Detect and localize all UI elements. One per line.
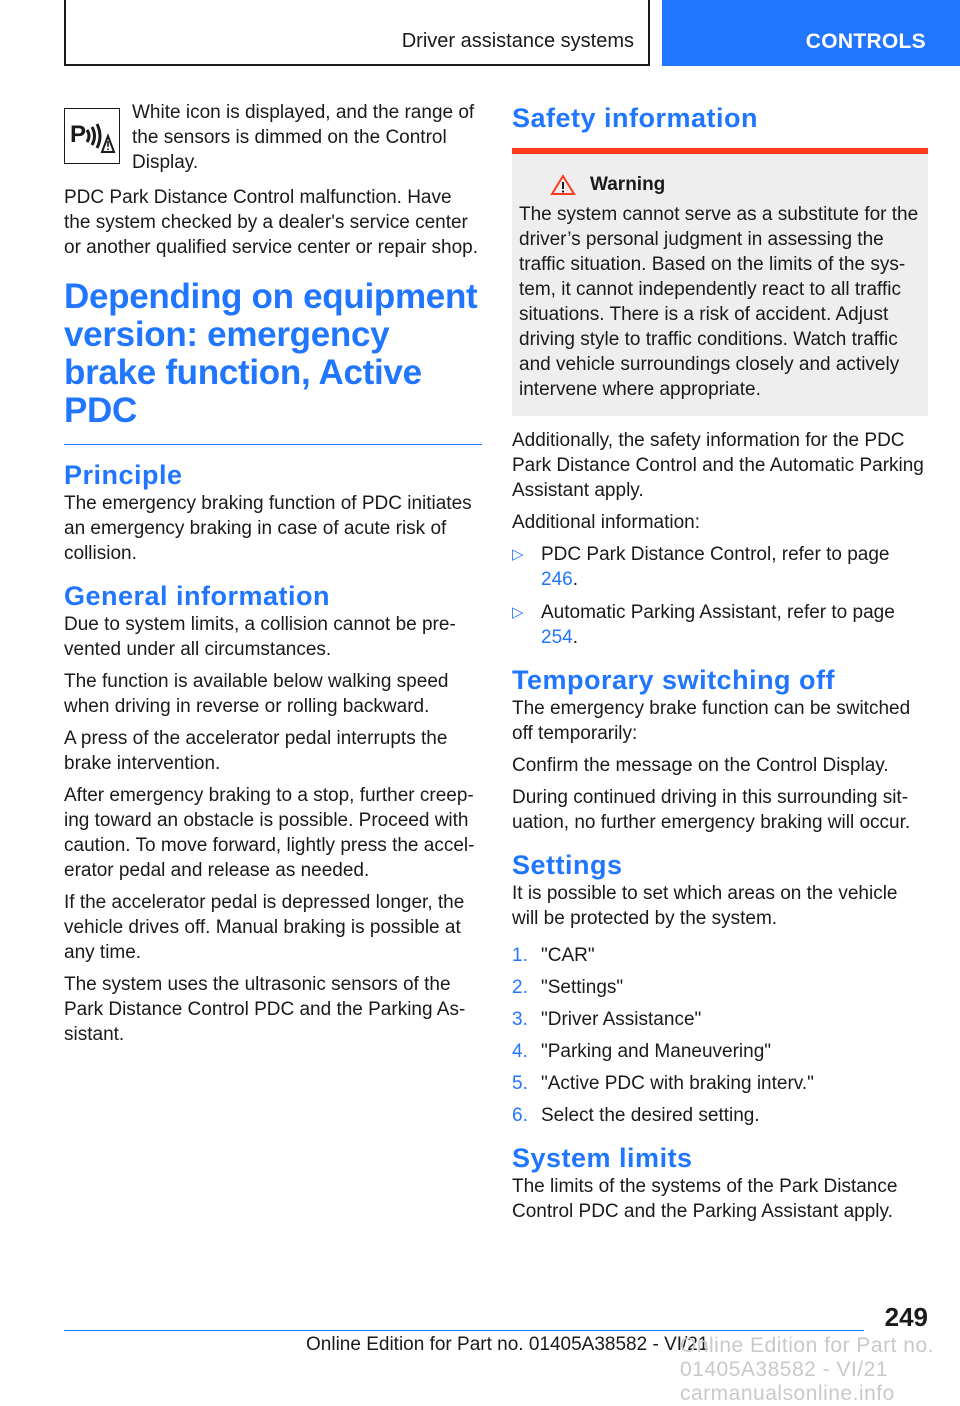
temporary-heading: Temporary switching off [512, 665, 836, 695]
footer-edition: Online Edition for Part no. 01405A38582 - VI/21 [306, 1334, 709, 1355]
bullet-triangle-icon: ▷ [512, 546, 524, 563]
list-item: 1. "CAR" [512, 945, 595, 966]
pdc-sensor-icon [64, 108, 120, 164]
page-link-254[interactable]: 254 [541, 627, 573, 648]
warning-triangle-icon [550, 174, 576, 196]
safety-heading: Safety information [512, 103, 759, 133]
warning-title: Warning [590, 174, 666, 195]
watermark: Online Edition for Part no. 01405A38582 - VI/21 carmanualsonline.info [680, 1334, 934, 1405]
warning-box [512, 148, 928, 416]
right-column [512, 100, 928, 1231]
icon-row [64, 100, 482, 175]
general-paragraph: A press of the accelerator pedal interrupts the brake intervention. [64, 728, 448, 774]
temporary-paragraph: The emergency brake function can be switched off temporarily: [512, 698, 911, 744]
general-paragraph: The function is available below walking speed when driving in reverse or rolling backward. [64, 671, 449, 717]
additional-info-label: Additional information: [512, 512, 700, 533]
header-chapter-title: CONTROLS [805, 30, 926, 53]
warning-title-row [519, 174, 922, 196]
list-item: ▷ Automatic Parking Assistant, refer to page 254. [512, 602, 895, 648]
general-paragraph: If the accelerator pedal is depressed longer, the vehicle drives off. Manual braking is possible at any time. [64, 892, 465, 963]
principle-text: The emergency braking function of PDC initiates an emergency braking in case of acute risk of collision. [64, 493, 472, 564]
general-heading: General information [64, 581, 331, 611]
reference-list [512, 542, 928, 650]
limits-text: The limits of the systems of the Park Distance Control PDC and the Parking Assistant apply. [512, 1176, 898, 1222]
left-column [64, 100, 482, 1054]
main-heading: Depending on equipment version: emergency brake function, Active PDC [64, 278, 482, 445]
header-section-title: Driver assistance systems [401, 30, 634, 52]
list-item: 5. "Active PDC with braking interv." [512, 1073, 814, 1094]
list-item: 4. "Parking and Maneuvering" [512, 1041, 772, 1062]
temporary-paragraph: During continued driving in this surrounding sit-uation, no further emergency braking will occur. [512, 787, 911, 833]
additional-safety-text: Additionally, the safety information for the PDC Park Distance Control and the Automatic Parking Assistant apply. [512, 430, 924, 501]
bullet-triangle-icon: ▷ [512, 604, 524, 621]
list-item: 6. Select the desired setting. [512, 1105, 760, 1126]
temporary-paragraph: Confirm the message on the Control Display. [512, 755, 889, 776]
header-section-box [64, 0, 650, 66]
settings-steps [512, 943, 928, 1128]
footer-divider [64, 1330, 864, 1331]
principle-heading: Principle [64, 460, 183, 490]
page-number: 249 [884, 1302, 928, 1332]
icon-description: White icon is displayed, and the range of the sensors is dimmed on the Control Display. [132, 102, 475, 173]
general-paragraph: Due to system limits, a collision cannot be pre-vented under all circumstances. [64, 614, 456, 660]
list-item: 2. "Settings" [512, 977, 624, 998]
svg-text:P: P [70, 121, 87, 148]
page-link-246[interactable]: 246 [541, 569, 573, 590]
header-chapter-tab [662, 0, 960, 66]
list-item: 3. "Driver Assistance" [512, 1009, 702, 1030]
general-paragraph: After emergency braking to a stop, further creep-ing toward an obstacle is possible. Proceed with caution. To move forward, lightly press the accel-erator pedal and release as needed. [64, 785, 475, 881]
settings-heading: Settings [512, 850, 623, 880]
list-item: ▷ PDC Park Distance Control, refer to page 246. [512, 544, 890, 590]
warning-text: The system cannot serve as a substitute for the driver’s personal judgment in assessing the traffic situation. Based on the limits of the sys-tem, it cannot independently react to all traffic situations. There is a risk of accident. Adjust driving style to traffic conditions. Watch traffic and vehicle surroundings closely and actively intervene where appropriate. [519, 204, 919, 400]
malfunction-text: PDC Park Distance Control malfunction. Have the system checked by a dealer's service center or another qualified service center or repair shop. [64, 187, 479, 258]
settings-intro: It is possible to set which areas on the vehicle will be protected by the system. [512, 883, 898, 929]
general-paragraph: The system uses the ultrasonic sensors of the Park Distance Control PDC and the Parking As-sistant. [64, 974, 466, 1045]
limits-heading: System limits [512, 1143, 693, 1173]
